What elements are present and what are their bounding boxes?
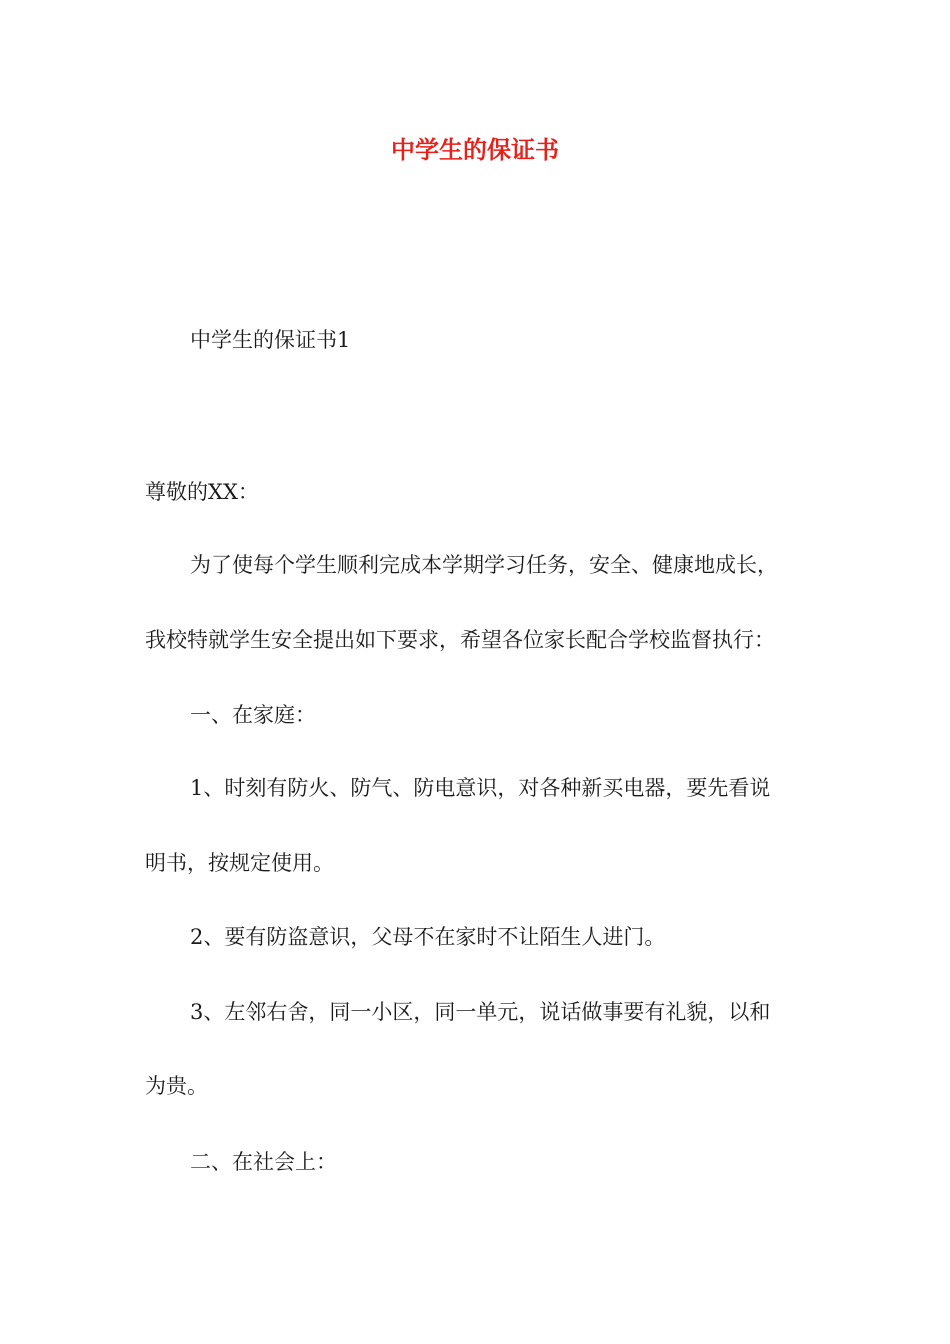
list-item-continuation: 明书，按规定使用。 [145,851,334,875]
list-item: 2、要有防盗意识，父母不在家时不让陌生人进门。 [190,925,666,949]
list-heading: 一、在家庭： [190,703,316,727]
section-heading: 中学生的保证书1 [190,328,351,352]
list-item: 3、左邻右舍，同一小区，同一单元，说话做事要有礼貌，以和 [190,1000,771,1024]
paragraph-line: 为了使每个学生顺利完成本学期学习任务，安全、健康地成长， [190,553,778,577]
list-item: 1、时刻有防火、防气、防电意识，对各种新买电器，要先看说 [190,776,771,800]
salutation: 尊敬的XX： [145,480,259,504]
paragraph-line: 我校特就学生安全提出如下要求，希望各位家长配合学校监督执行： [145,628,775,652]
list-heading: 二、在社会上： [190,1150,337,1174]
document-title: 中学生的保证书 [391,136,559,164]
list-item-continuation: 为贵。 [145,1074,208,1098]
